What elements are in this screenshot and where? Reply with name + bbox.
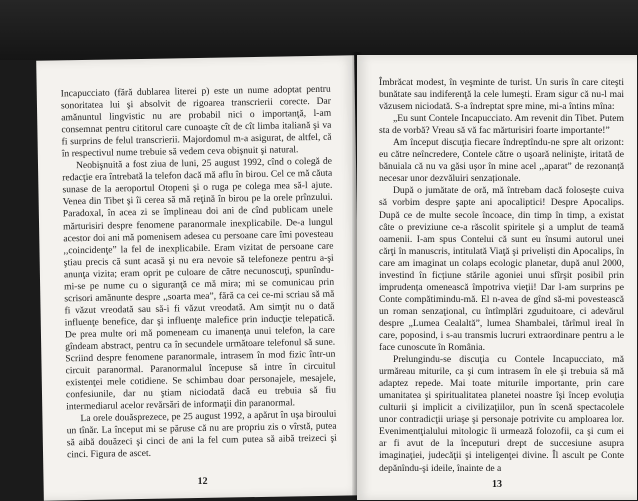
- page-number: 13: [492, 479, 502, 490]
- dark-background: [0, 0, 638, 60]
- page-number: 12: [197, 475, 208, 488]
- right-page: [357, 55, 637, 500]
- paragraph: După o jumătate de oră, mă întrebam dacă foloseşte cuiva să vorbim despre şapte ani apocaliptici! Despre Apocalips. După ce de multe secole încoace, din timp în timp, a existat câte o previziune ce-a răscolit spiritele şi a umplut de teamă oamenii. I-am spus Contelui că sunt eu însumi autorul unei cărţi în manuscris, intitulată Viaţă şi priveliști din Apocalips, în care am imaginat un colaps ecologic planetar, după anul 2000, investind în ficțiune stările agoniei unui sfîrşit posibil prin imprudența omenească împotriva vieţii! Dar l-am surprins pe Conte compătimindu-mă. El n-avea de gînd să-mi povestească un roman senzaţional, cu întîmplări zguduitoare, ci adevărul despre „Lumea Cealaltă”, lumea Shambalei, tărîmul ireal în care, poposind, i s-au transmis lucruri extraordinare pentru a le face cunoscute în România.: [379, 185, 624, 354]
- paragraph: Incapucciato (fără dublarea literei p) este un nume adoptat pentru sonoritatea lui şi absolvit de rigoarea transcrierii corecte. Dar amănuntul lingvistic nu are probabil nici o importanţă, l-am consemnat pentru cititorul care cunoaşte cît de cît limba italiană şi va fi surprins de felul transcrierii. Majordomul m-a asigurat, de altfel, că în respectivul nume trebuie să vedem ceva obişnuit şi natural.: [60, 83, 332, 160]
- left-page: [36, 55, 362, 500]
- left-page-body: [61, 84, 337, 462]
- paragraph: „Eu sunt Contele Incapucciato. Am revenit din Tibet. Putem sta de vorbă? Vreau să vă fac mărturisiri foarte importante!”: [379, 113, 624, 137]
- right-page-body: [379, 77, 624, 475]
- paragraph: Neobişnuită a fost ziua de luni, 25 august 1992, cînd o colegă de redacţie era întrebată la telefon dacă mă aflu în birou. Cel ce mă căuta sunase de la aeroportul Otopeni şi o ruga pe colega mea să-l ajute. Venea din Tibet şi îi cerea să mă reţină în birou pe la orele prînzului. Paradoxal, în acea zi se împlineau doi ani de cînd publicam unele mărturisiri despre fenomene paranormale inexplicabile. De-a lungul acestor doi ani mă pomenisem adesea cu persoane care îmi povesteau ,,coincidenţe” la fel de inexplicabile. Eram vizitat de persoane care ştiau precis că sunt acasă şi nu era nevoie să telefoneze pentru a-şi anunţa vizita; eram oprit pe culoare de către necunoscuţi, spunîndu-mi-se pe nume cu o siguranţă ce mă mira; mi se comunicau prin scrisori amănunte despre ,,soarta mea”, fără ca cei ce-mi scriau să mă fi văzut vreodată sau să-i fi văzut vreodată. Am simţit nu o dată influenţe benefice, dar şi influenţe malefice prin inducţie telepatică. De prea multe ori mă pomeneam cu imanenţa unui telefon, la care gîndeam abstract, pentru ca în secundele următoare telefonul să sune. Scriind despre fenomene paranormale, intrasem în mod fizic într-un circuit paranormal. Paranormalul începuse să intre în circuitul existenţei mele cotidiene. Se schimbau doar personajele, mesajele, confesiunile, dar nu ştiam niciodată dacă eu trebuia să fiu intermediarul acelor revărsări de informaţii din paranormal.: [62, 155, 337, 413]
- paragraph: Îmbrăcat modest, în veşminte de turist. Un suris în care citeşti bunătate sau indiferenţă la cele lumeşti. Eram sigur că nu-l mai văzusem niciodată. S-a îndreptat spre mine, mi-a întins mîna:: [379, 77, 624, 113]
- paragraph: La orele douăsprezece, pe 25 august 1992, a apărut în uşa biroului un tînăr. La început mi se păruse că nu are propriu zis o vîrstă, putea să aibă douăzeci şi cinci de ani la fel cum putea să aibă treizeci şi cinci. Figura de ascet.: [66, 408, 337, 461]
- paragraph: Am început discuţia fiecare îndreptîndu-ne spre alt orizont: eu către neîncredere, Contele către o uşoară nelinişte, iritată de bănuiala că nu va găsi ușor în mine acel ,,aparat” de rezonanță necesar unor dezvăluiri senzaționale.: [379, 137, 624, 185]
- paragraph: Prelungindu-se discuţia cu Contele Incapucciato, mă urmăreau miturile, ca şi cum intrasem în ele şi trebuia să mă adaptez repede. Mai toate miturile importante, prin care umanitatea şi spiritualitatea planetei noastre îşi încep evoluţia culturii şi implicit a civilizaţiilor, pun în scenă spectacolele unor contradicţii uriaşe şi personaje potrivite cu amploarea lor. Evenimentţialului mitologic îi urmează folozofii, ca şi cum ei ar fi avut de la începuturi drept de succesiune asupra imaginaţiei, judecăţii şi inteligenţei divine. Îl ascult pe Conte depănîndu-şi ideile, înainte de a: [379, 354, 624, 474]
